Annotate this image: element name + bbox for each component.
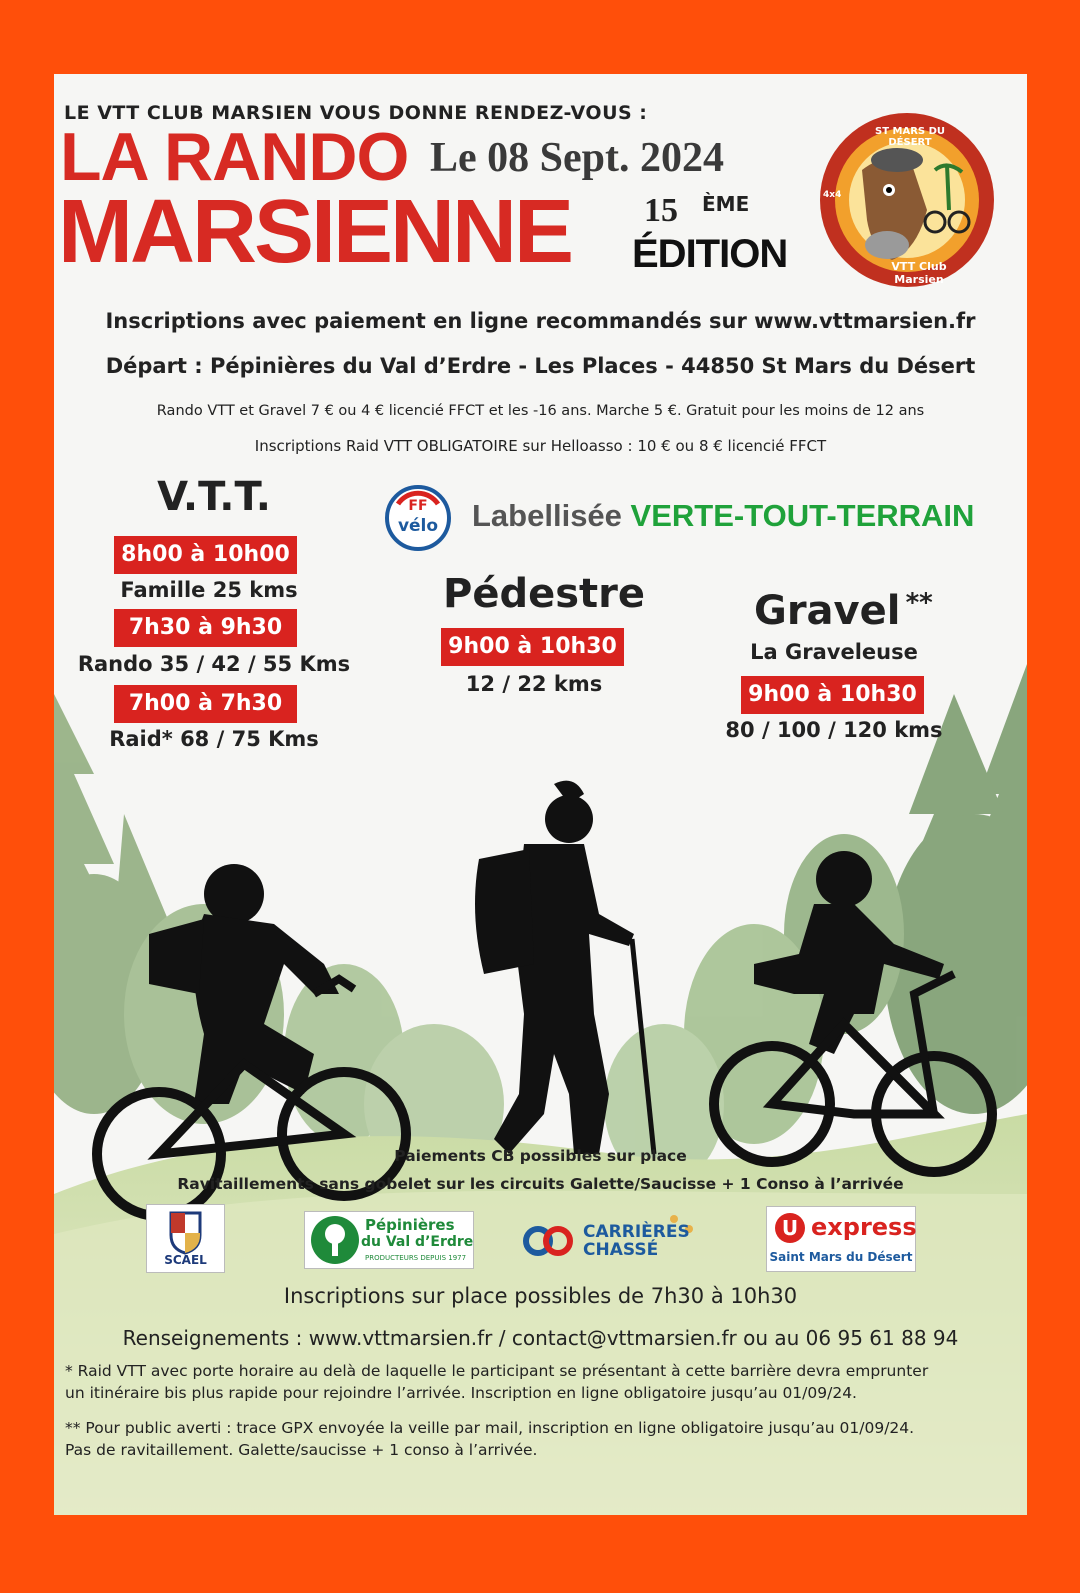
edition-word: ÉDITION: [632, 232, 788, 276]
title-line-2: MARSIENNE: [58, 182, 572, 282]
gravel-desc: 80 / 100 / 120 kms: [725, 718, 943, 742]
label-text: [472, 498, 974, 534]
shield-icon: [147, 1205, 224, 1257]
logo-side-text: 4x4: [823, 190, 842, 200]
gravel-title-wrap: [754, 588, 933, 634]
contact-info: Renseignements : www.vttmarsien.fr / contact@vttmarsien.fr ou au 06 95 61 88 94: [122, 1326, 959, 1350]
info-raid: Inscriptions Raid VTT OBLIGATOIRE sur Helloasso : 10 € ou 8 € licencié FFCT: [254, 437, 827, 455]
logo-bottom-text: VTT Club Marsien: [891, 260, 947, 286]
pedestre-title: Pédestre: [443, 571, 645, 617]
vtt-slot-1-desc: Famille 25 kms: [120, 578, 298, 602]
tree-icon: [307, 1212, 363, 1268]
gravel-title: Gravel: [754, 588, 901, 634]
sponsor-uexpress-sub: Saint Mars du Désert: [769, 1250, 913, 1264]
sponsor-carrieres-line1: CARRIÈRES: [583, 1222, 690, 1242]
pedestre-desc: 12 / 22 kms: [465, 672, 603, 696]
vtt-slot-2-time: 7h30 à 9h30: [114, 609, 297, 647]
onsite-registration: Inscriptions sur place possibles de 7h30 à 10h30: [283, 1284, 798, 1308]
info-registration: Inscriptions avec paiement en ligne recommandés sur www.vttmarsien.fr: [105, 309, 976, 333]
edition-badge: [632, 192, 824, 282]
vtt-slot-2-desc: Rando 35 / 42 / 55 Kms: [77, 652, 351, 676]
ffvelo-ff: FF: [408, 498, 428, 514]
sponsor-scael-name: SCAEL: [164, 1253, 207, 1267]
sponsor-pepinieres-line3: PRODUCTEURS DEPUIS 1977: [365, 1254, 467, 1262]
sponsor-scael: [146, 1204, 225, 1273]
forest-scene-illustration: [54, 634, 1027, 1515]
info-departure: Départ : Pépinières du Val d’Erdre - Les Places - 44850 St Mars du Désert: [105, 354, 976, 378]
label-highlight: VERTE-TOUT-TERRAIN: [630, 498, 975, 533]
sponsor-pepinieres-line2: du Val d’Erdre: [361, 1234, 474, 1250]
pedestre-time: 9h00 à 10h30: [441, 628, 624, 666]
gravel-subtitle: La Graveleuse: [750, 640, 918, 664]
vtt-slot-3-time: 7h00 à 7h30: [114, 685, 297, 723]
vtt-title: V.T.T.: [157, 474, 271, 520]
vtt-slot-3-desc: Raid* 68 / 75 Kms: [109, 727, 319, 751]
footnote-raid-1: * Raid VTT avec porte horaire au delà de laquelle le participant se présentant à cette barrière devra emprunter: [65, 1362, 929, 1380]
footnote-gravel-2: Pas de ravitaillement. Galette/saucisse + 1 conso à l’arrivée.: [65, 1441, 538, 1459]
footnote-raid-2: un itinéraire bis plus rapide pour rejoindre l’arrivée. Inscription en ligne obligatoire jusqu’au 01/09/24.: [65, 1384, 857, 1402]
payment-info: Paiements CB possibles sur place: [394, 1147, 687, 1165]
sponsor-uexpress-u: U: [781, 1216, 799, 1240]
gravel-time: 9h00 à 10h30: [741, 676, 924, 714]
sponsor-pepinieres-line1: Pépinières: [365, 1216, 455, 1234]
sponsor-carrieres: [519, 1222, 719, 1262]
sponsor-carrieres-line2: CHASSÉ: [583, 1240, 659, 1260]
footnote-gravel-1: ** Pour public averti : trace GPX envoyée la veille par mail, inscription en ligne obligatoire jusqu’au 01/09/24.: [65, 1419, 915, 1437]
ffvelo-velo: vélo: [397, 516, 439, 536]
intro-line: LE VTT CLUB MARSIEN VOUS DONNE RENDEZ-VOUS :: [64, 102, 648, 124]
interlocking-rings-icon: [521, 1224, 577, 1258]
event-date: Le 08 Sept. 2024: [430, 135, 724, 181]
ffvelo-logo: [384, 484, 452, 552]
sponsor-pepinieres: [304, 1211, 474, 1269]
ravitaillement-info: Ravitaillements sans gobelet sur les circuits Galette/Saucisse + 1 Conso à l’arrivée: [177, 1175, 904, 1193]
info-prices: Rando VTT et Gravel 7 € ou 4 € licencié FFCT et les -16 ans. Marche 5 €. Gratuit pour les moins de 12 ans: [156, 403, 925, 419]
poster: [54, 74, 1027, 1515]
logo-top-text: ST MARS DU DÉSERT: [875, 126, 945, 148]
club-logo: [817, 110, 997, 290]
sponsor-uexpress-word: express: [811, 1213, 917, 1241]
gravel-marks: **: [905, 588, 933, 618]
edition-number: 15: [644, 192, 678, 229]
title-line-1: LA RANDO: [60, 119, 409, 195]
sponsor-uexpress: [766, 1206, 916, 1272]
label-prefix: Labellisée: [472, 498, 622, 533]
vtt-slot-1-time: 8h00 à 10h00: [114, 536, 297, 574]
edition-suffix: ÈME: [702, 192, 750, 216]
